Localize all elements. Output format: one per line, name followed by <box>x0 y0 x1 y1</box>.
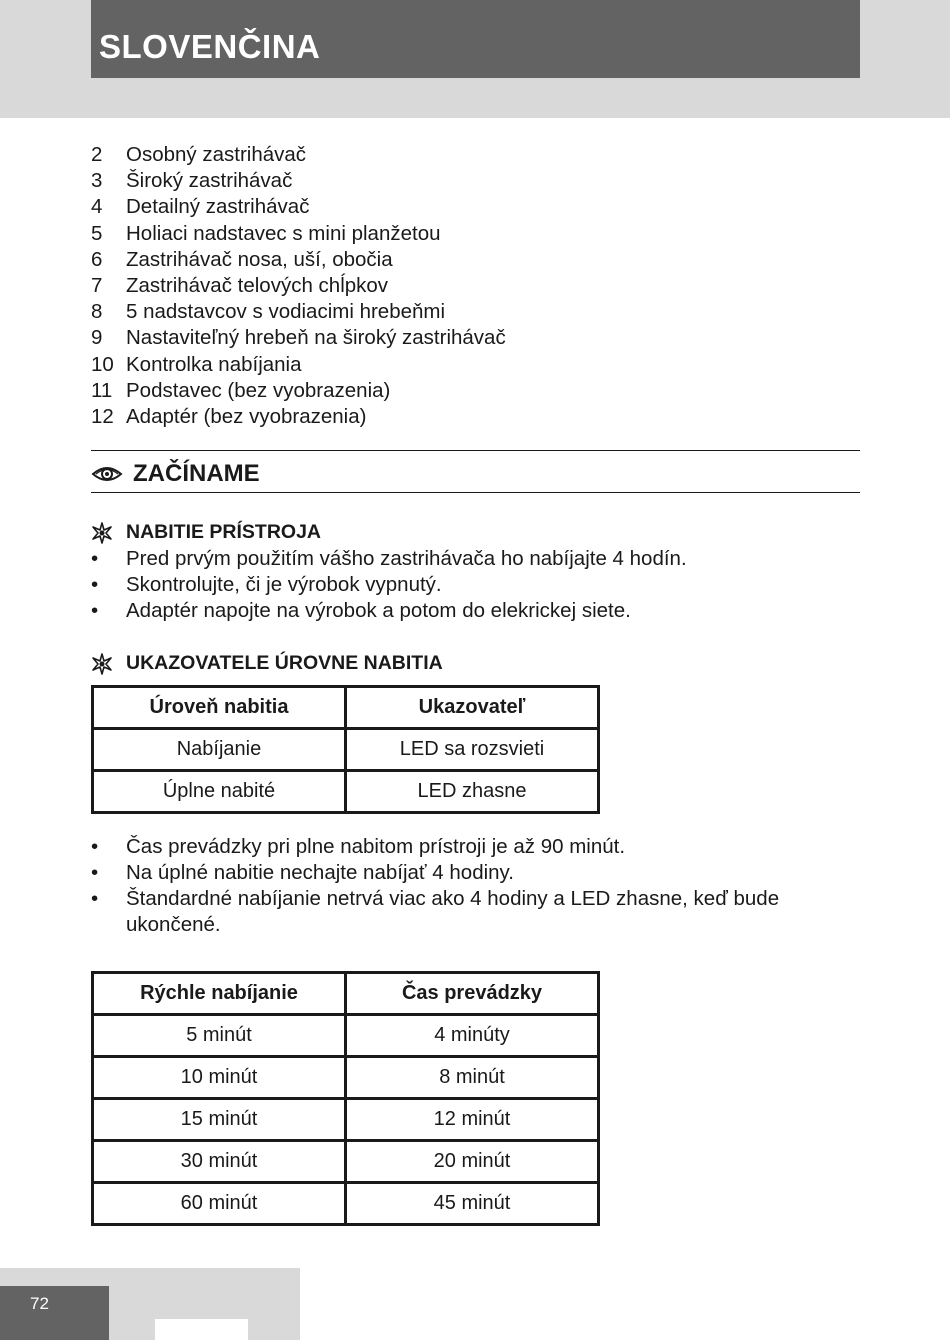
table-cell: Úplne nabité <box>93 771 346 813</box>
section-title: ZAČÍNAME <box>133 460 260 487</box>
item-text: 5 nadstavcov s vodiacimi hrebeňmi <box>126 300 446 324</box>
bullet-item <box>91 860 831 886</box>
table-cell: 12 minút <box>346 1099 599 1141</box>
table-row <box>93 771 599 813</box>
indicator-table <box>91 685 600 814</box>
page-title: SLOVENČINA <box>99 28 321 65</box>
bullet-text: Čas prevádzky pri plne nabitom prístroji je až 90 minút. <box>126 835 626 858</box>
item-number: 2 <box>91 143 103 166</box>
bullet-item <box>91 886 831 938</box>
item-number: 4 <box>91 195 103 219</box>
table-header-row <box>93 687 599 729</box>
table-header-row <box>93 973 599 1015</box>
bullet-item <box>91 598 831 624</box>
divider <box>91 450 860 451</box>
column-header: Čas prevádzky <box>346 973 599 1015</box>
item-text: Kontrolka nabíjania <box>126 352 302 376</box>
item-number: 11 <box>91 378 113 402</box>
table-cell: Nabíjanie <box>93 729 346 771</box>
item-text: Podstavec (bez vyobrazenia) <box>126 378 391 402</box>
bullet-dot: • <box>91 861 99 884</box>
item-text: Holiaci nadstavec s mini planžetou <box>126 221 441 245</box>
item-text: Adaptér (bez vyobrazenia) <box>126 404 367 428</box>
item-text: Detailný zastrihávač <box>126 195 310 219</box>
bullet-dot: • <box>91 599 99 622</box>
eye-icon <box>91 464 123 484</box>
bullet-text: Štandardné nabíjanie netrvá viac ako 4 hodiny a LED zhasne, keď bude ukončené. <box>126 887 780 936</box>
table-cell: 20 minút <box>346 1141 599 1183</box>
table-cell: 5 minút <box>93 1015 346 1057</box>
table-row <box>93 1015 599 1057</box>
item-number: 10 <box>91 352 114 376</box>
item-text: Osobný zastrihávač <box>126 143 307 166</box>
bullet-item <box>91 834 831 860</box>
bullet-text: Pred prvým použitím vášho zastrihávača ho nabíjajte 4 hodín. <box>126 547 687 570</box>
table-cell: 15 minút <box>93 1099 346 1141</box>
item-number: 6 <box>91 247 103 271</box>
table-cell: 45 minút <box>346 1183 599 1225</box>
bullet-dot: • <box>91 887 99 910</box>
table-cell: 4 minúty <box>346 1015 599 1057</box>
item-text: Zastrihávač telových chĺpkov <box>126 273 389 297</box>
section-heading <box>91 458 260 490</box>
bullet-dot: • <box>91 835 99 858</box>
item-number: 5 <box>91 221 103 245</box>
item-text: Nastaviteľný hrebeň na široký zastrihávač <box>126 326 506 350</box>
table-row <box>93 729 599 771</box>
table-row <box>93 1141 599 1183</box>
bullet-item <box>91 572 831 598</box>
item-number: 8 <box>91 300 103 324</box>
item-number: 7 <box>91 273 103 297</box>
bullet-text: Skontrolujte, či je výrobok vypnutý. <box>126 573 442 596</box>
bullet-text: Na úplné nabitie nechajte nabíjať 4 hodiny. <box>126 861 514 884</box>
page-number: 72 <box>30 1294 49 1313</box>
charging-heading <box>91 521 321 544</box>
table-cell: 60 minút <box>93 1183 346 1225</box>
item-number: 12 <box>91 404 114 428</box>
page-number-tab <box>0 1286 109 1340</box>
table-cell: LED zhasne <box>346 771 599 813</box>
indicators-heading-label: UKAZOVATELE ÚROVNE NABITIA <box>126 652 443 674</box>
item-number: 3 <box>91 169 103 193</box>
table-row <box>93 1057 599 1099</box>
table-cell: 10 minút <box>93 1057 346 1099</box>
indicators-heading <box>91 652 443 675</box>
table-cell: 30 minút <box>93 1141 346 1183</box>
bullet-dot: • <box>91 573 99 596</box>
column-header: Ukazovateľ <box>346 687 599 729</box>
divider <box>91 492 860 493</box>
footer-tab <box>155 1319 248 1340</box>
indicator-bullets <box>91 834 831 938</box>
bullet-dot: • <box>91 547 99 570</box>
table-row <box>93 1183 599 1225</box>
table-row <box>93 1099 599 1141</box>
item-text: Zastrihávač nosa, uší, obočia <box>126 247 393 271</box>
table-cell: 8 minút <box>346 1057 599 1099</box>
bullet-text: Adaptér napojte na výrobok a potom do elekrickej siete. <box>126 599 631 622</box>
item-number: 9 <box>91 326 103 350</box>
header-bar <box>91 0 860 78</box>
star-icon <box>91 653 113 675</box>
star-icon <box>91 522 113 544</box>
column-header: Úroveň nabitia <box>93 687 346 729</box>
charging-heading-label: NABITIE PRÍSTROJA <box>126 521 322 543</box>
quick-charge-table <box>91 971 600 1226</box>
bullet-item <box>91 546 831 572</box>
column-header: Rýchle nabíjanie <box>93 973 346 1015</box>
item-text: Široký zastrihávač <box>126 169 293 193</box>
charging-bullets <box>91 546 831 624</box>
table-cell: LED sa rozsvieti <box>346 729 599 771</box>
